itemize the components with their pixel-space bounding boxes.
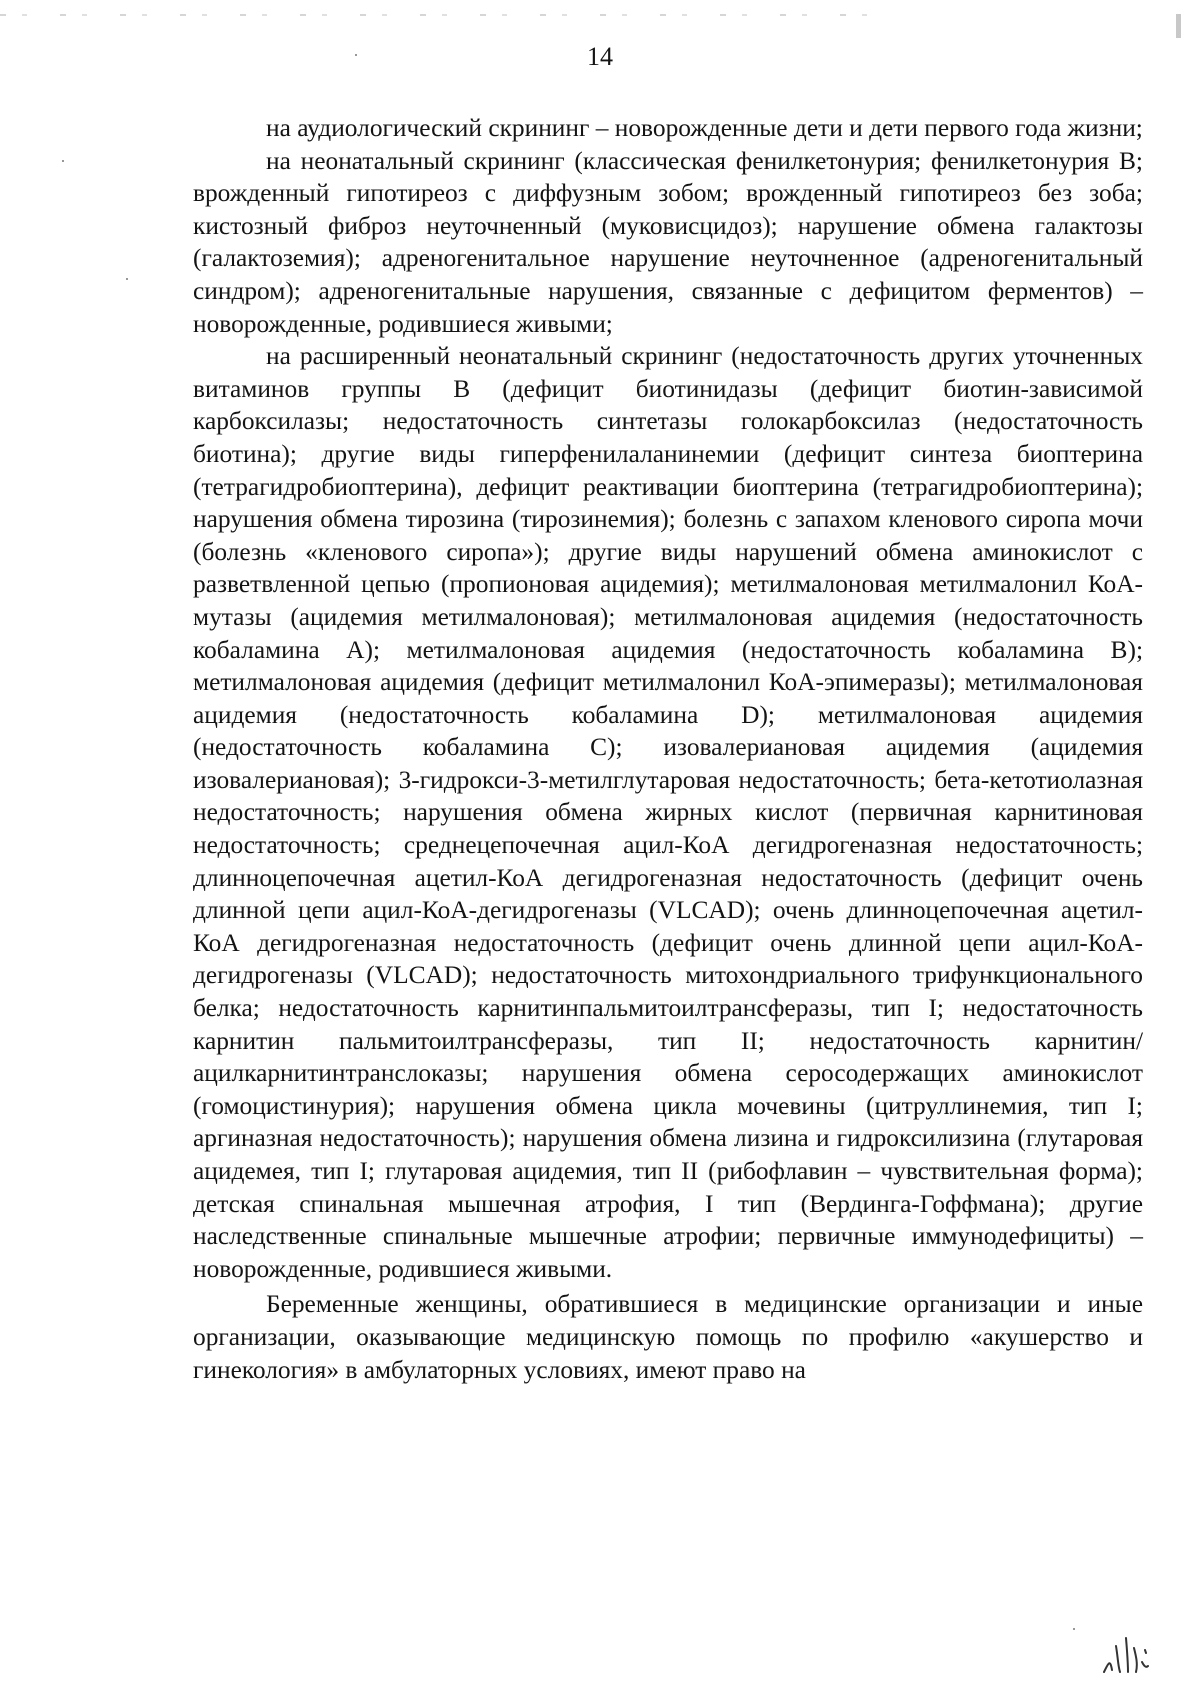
paragraph-extended-neonatal-screening: на расширенный неонатальный скрининг (недостаточность других уточненных витаминов группы В (дефицит биотинидазы (дефицит биотин-зависимой карбоксилазы; недостаточность синтетазы голокарбоксилаз (недостаточность биотина); другие виды гиперфенилаланинемии (дефицит синтеза биоптерина (тетрагидробиоптерина), дефицит реактивации биоптерина (тетрагидробиоптерина); нарушения обмена тирозина (тирозинемия); болезнь с запахом кленового сиропа мочи (болезнь «кленового сиропа»); другие виды нарушений обмена аминокислот с разветвленной цепью (пропионовая ацидемия); метилмалоновая метилмалонил КоА-мутазы (ацидемия метилмалоновая); метилмалоновая ацидемия (недостаточность кобаламина А); метилмалоновая ацидемия (недостаточность кобаламина В); метилмалоновая ацидемия (дефицит метилмалонил КоА-эпимеразы); метилмалоновая ацидемия (недостаточность кобаламина D); метилмалоновая ацидемия (недостаточность кобаламина С); изовалериановая ацидемия (ацидемия изовалериановая); 3-гидрокси-3-метилглутаровая недостаточность; бета-кетотиолазная недостаточность; нарушения обмена жирных кислот (первичная карнитиновая недостаточность; среднецепочечная ацил-КоА дегидрогеназная недостаточность; длинноцепочечная ацетил-КоА дегидрогеназная недостаточность (дефицит очень длинной цепи ацил-КоА-дегидрогеназы (VLCAD); очень длинноцепочечная ацетил-КоА дегидрогеназная недостаточность (дефицит очень длинной цепи ацил-КоА-дегидрогеназы (VLCAD); недостаточность митохондриального трифункционального белка; недостаточность карнитинпальмитоилтрансферазы, тип I; недостаточность карнитин пальмитоилтрансферазы, тип II; недостаточность карнитин/ацилкарнитинтранслоказы; нарушения обмена серосодержащих аминокислот (гомоцистинурия); нарушения обмена цикла мочевины (цитруллинемия, тип I; аргиназная недостаточность); нарушения обмена лизина и гидроксилизина (глутаровая ацидемея, тип I; глутаровая ацидемия, тип II (рибофлавин – чувствительная форма); детская спинальная мышечная атрофия, I тип (Вердинга-Гоффмана); другие наследственные спинальные мышечные атрофии; первичные иммунодефициты) – новорожденные, родившиеся живыми. bbox=[193, 342, 1143, 1283]
page-number: 14 bbox=[587, 42, 613, 71]
scan-mark-artifact bbox=[1176, 14, 1181, 38]
scan-speck bbox=[126, 278, 128, 280]
scan-speck bbox=[62, 160, 64, 162]
scan-speck bbox=[1073, 1628, 1075, 1630]
scan-edge-artifact bbox=[0, 14, 880, 16]
paragraph-neonatal-screening: на неонатальный скрининг (классическая фенилкетонурия; фенилкетонурия B; врожденный гипотиреоз с диффузным зобом; врожденный гипотиреоз без зоба; кистозный фиброз неуточненный (муковисцидоз); нарушение обмена галактозы (галактоземия); адреногенитальное нарушение неуточненное (адреногенитальный синдром); адреногенитальные нарушения, связанные с дефицитом ферментов) – новорожденные, родившиеся живыми; bbox=[193, 146, 1143, 338]
paragraph-audiology-screening: на аудиологический скрининг – новорожденные дети и дети первого года жизни; bbox=[266, 114, 1143, 142]
paragraph-pregnant-women: Беременные женщины, обратившиеся в медицинские организации и иные организации, оказывающие медицинскую помощь по профилю «акушерство и гинекология» в амбулаторных условиях, имеют право на bbox=[193, 1290, 1143, 1384]
handwritten-initials bbox=[1098, 1628, 1160, 1678]
document-body bbox=[193, 112, 1143, 1386]
